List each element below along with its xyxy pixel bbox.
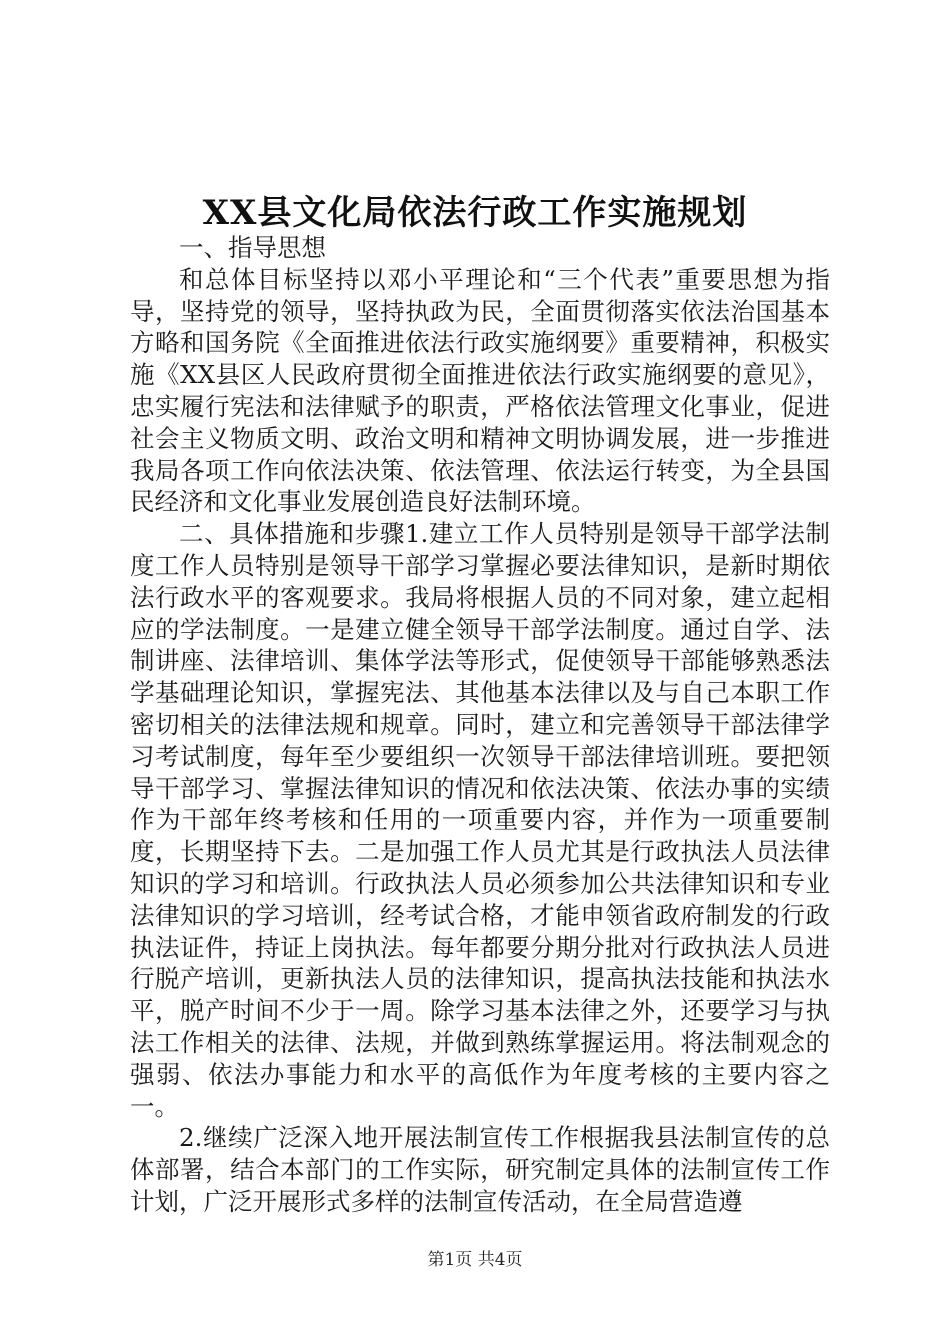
document-body — [130, 232, 830, 1218]
paragraph-overall-goal: 和总体目标坚持以邓小平理论和“三个代表”重要思想为指导，坚持党的领导，坚持执政为民，全面贯彻落实依法治国基本方略和国务院《全面推进依法行政实施纲要》重要精神，积极实施《XX县区人民政府贯彻全面推进依法行政实施纲要的意见》，忠实履行宪法和法律赋予的职责，严格依法管理文化事业，促进社会主义物质文明、政治文明和精神文明协调发展，进一步推进我局各项工作向依法决策、依法管理、依法运行转变，为全县国民经济和文化事业发展创造良好法制环境。 — [130, 264, 830, 517]
section-heading-guiding-ideology: 一、指导思想 — [179, 233, 326, 262]
page-number-footer: 第1页 共4页 — [427, 1250, 523, 1270]
paragraph-legal-publicity: 2.继续广泛深入地开展法制宣传工作根据我县法制宣传的总体部署，结合本部门的工作实际，研究制定具体的法制宣传工作计划，广泛开展形式多样的法制宣传活动，在全局营造遵 — [130, 1123, 830, 1216]
paragraph-specific-measures: 二、具体措施和步骤1.建立工作人员特别是领导干部学法制度工作人员特别是领导干部学习掌握必要法律知识，是新时期依法行政水平的客观要求。我局将根据人员的不同对象，建立起相应的学法制度。一是建立健全领导干部学法制度。通过自学、法制讲座、法律培训、集体学法等形式，促使领导干部能够熟悉法学基础理论知识，掌握宪法、其他基本法律以及与自己本职工作密切相关的法律法规和规章。同时，建立和完善领导干部法律学习考试制度，每年至少要组织一次领导干部法律培训班。要把领导干部学习、掌握法律知识的情况和依法决策、依法办事的实绩作为干部年终考核和任用的一项重要内容，并作为一项重要制度，长期坚持下去。二是加强工作人员尤其是行政执法人员法律知识的学习和培训。行政执法人员必须参加公共法律知识和专业法律知识的学习培训，经考试合格，才能申领省政府制发的行政执法证件，持证上岗执法。每年都要分期分批对行政执法人员进行脱产培训，更新执法人员的法律知识，提高执法技能和执法水平，脱产时间不少于一周。除学习基本法律之外，还要学习与执法工作相关的法律、法规，并做到熟练掌握运用。将法制观念的强弱、依法办事能力和水平的高低作为年度考核的主要内容之一。 — [130, 519, 830, 1121]
document-title: XX县文化局依法行政工作实施规划 — [202, 193, 748, 233]
